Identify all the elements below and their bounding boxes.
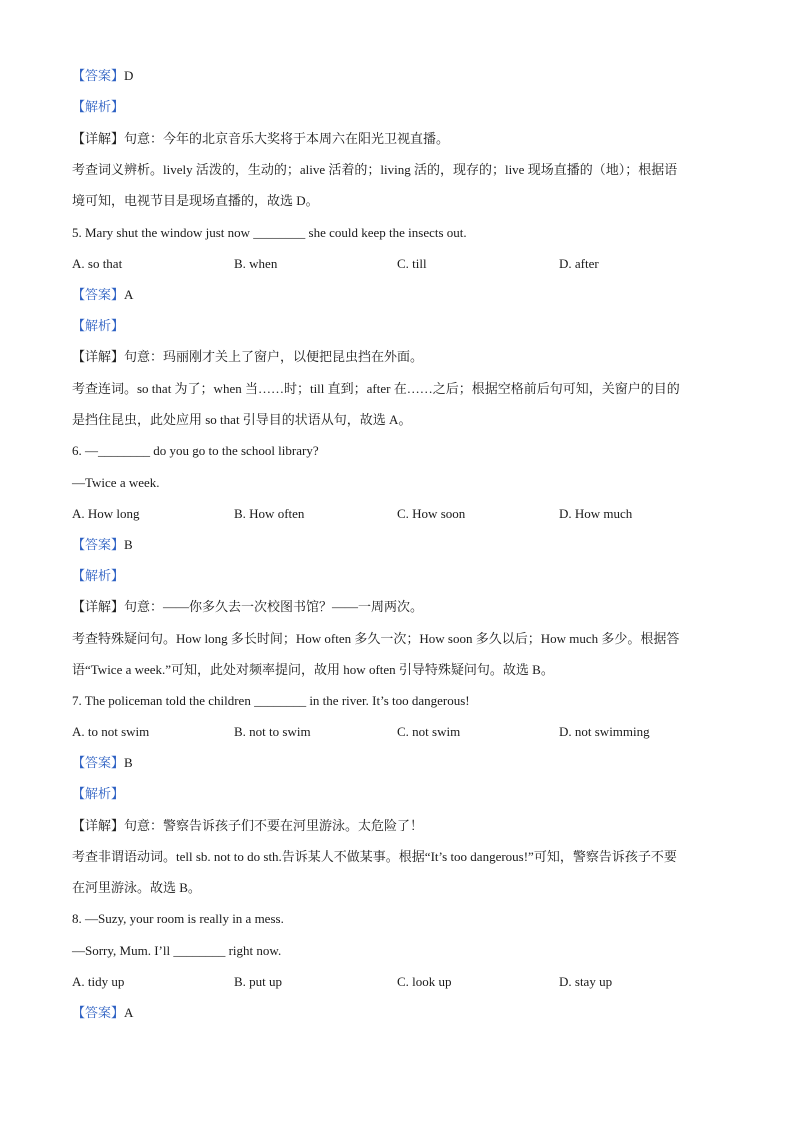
- q8-option-d: D. stay up: [559, 974, 613, 989]
- answer-tag: 【答案】: [72, 68, 125, 83]
- q6-option-c: C. How soon: [397, 506, 466, 521]
- q8-answer: A: [124, 1005, 134, 1020]
- q8-option-a: A. tidy up: [72, 974, 125, 989]
- q5-explain-line-2: 是挡住昆虫，此处应用 so that 引导目的状语从句，故选 A。: [72, 412, 412, 427]
- q6-answer-line: [72, 536, 724, 554]
- q6-detail: 句意：——你多久去一次校图书馆？——一周两次。: [124, 599, 424, 614]
- q6-analysis-heading: [72, 567, 724, 585]
- answer-tag: 【答案】: [72, 1005, 125, 1020]
- q8-option-c: C. look up: [397, 974, 452, 989]
- q5-detail: 句意：玛丽刚才关上了窗户，以便把昆虫挡在外面。: [124, 349, 424, 364]
- q7-detail: 句意：警察告诉孩子们不要在河里游泳。太危险了！: [124, 818, 424, 833]
- analysis-tag: 【解析】: [72, 318, 125, 333]
- q4-detail-line: [72, 130, 724, 148]
- q4-analysis-heading: [72, 98, 724, 116]
- q5-stem: 5. Mary shut the window just now ________ she could keep the insects out.: [72, 225, 467, 240]
- q8-stem-2: —Sorry, Mum. I’ll ________ right now.: [72, 943, 282, 958]
- q6-detail-line: [72, 598, 724, 616]
- q6-option-d: D. How much: [559, 506, 633, 521]
- detail-tag: 【详解】: [72, 131, 125, 146]
- q8-option-b: B. put up: [234, 974, 283, 989]
- q4-detail: 句意：今年的北京音乐大奖将于本周六在阳光卫视直播。: [124, 131, 450, 146]
- q4-answer: D: [124, 68, 134, 83]
- q7-answer-line: [72, 754, 724, 772]
- answer-tag: 【答案】: [72, 755, 125, 770]
- q5-option-d: D. after: [559, 256, 599, 271]
- q7-option-c: C. not swim: [397, 724, 461, 739]
- q5-option-a: A. so that: [72, 256, 123, 271]
- q4-explain-line-1: 考查词义辨析。lively 活泼的，生动的；alive 活着的；living 活的，现存的；live 现场直播的（地）；根据语: [72, 162, 678, 177]
- q7-explain-line-1: 考查非谓语动词。tell sb. not to do sth.告诉某人不做某事。根据“It’s too dangerous!”可知，警察告诉孩子不要: [72, 849, 677, 864]
- q7-option-d: D. not swimming: [559, 724, 650, 739]
- answer-tag: 【答案】: [72, 537, 125, 552]
- q5-option-b: B. when: [234, 256, 278, 271]
- q6-explain-line-2: 语“Twice a week.”可知，此处对频率提问，故用 how often 引导特殊疑问句。故选 B。: [72, 662, 554, 677]
- q5-answer: A: [124, 287, 134, 302]
- q7-detail-line: [72, 817, 724, 835]
- q5-explain-line-1: 考查连词。so that 为了；when 当……时；till 直到；after 在……之后；根据空格前后句可知，关窗户的目的: [72, 381, 680, 396]
- q5-detail-line: [72, 348, 724, 366]
- q6-answer: B: [124, 537, 133, 552]
- q7-answer: B: [124, 755, 133, 770]
- detail-tag: 【详解】: [72, 599, 125, 614]
- q8-answer-line: [72, 1004, 724, 1022]
- q6-option-a: A. How long: [72, 506, 140, 521]
- analysis-tag: 【解析】: [72, 568, 125, 583]
- detail-tag: 【详解】: [72, 818, 125, 833]
- q7-option-a: A. to not swim: [72, 724, 150, 739]
- answer-tag: 【答案】: [72, 287, 125, 302]
- q6-stem-1: 6. —________ do you go to the school library?: [72, 443, 319, 458]
- q5-answer-line: [72, 286, 724, 304]
- q4-answer-line: [72, 67, 724, 85]
- detail-tag: 【详解】: [72, 349, 125, 364]
- q6-explain-line-1: 考查特殊疑问句。How long 多长时间；How often 多久一次；How soon 多久以后；How much 多少。根据答: [72, 631, 680, 646]
- q6-stem-2: —Twice a week.: [72, 475, 160, 490]
- q6-option-b: B. How often: [234, 506, 305, 521]
- q7-analysis-heading: [72, 785, 724, 803]
- q7-stem: 7. The policeman told the children ________ in the river. It’s too dangerous!: [72, 693, 470, 708]
- q4-explain-line-2: 境可知，电视节目是现场直播的，故选 D。: [72, 193, 319, 208]
- q7-explain-line-2: 在河里游泳。故选 B。: [72, 880, 201, 895]
- q7-option-b: B. not to swim: [234, 724, 311, 739]
- q8-stem-1: 8. —Suzy, your room is really in a mess.: [72, 911, 284, 926]
- analysis-tag: 【解析】: [72, 786, 125, 801]
- q5-analysis-heading: [72, 317, 724, 335]
- analysis-tag: 【解析】: [72, 99, 125, 114]
- q5-option-c: C. till: [397, 256, 427, 271]
